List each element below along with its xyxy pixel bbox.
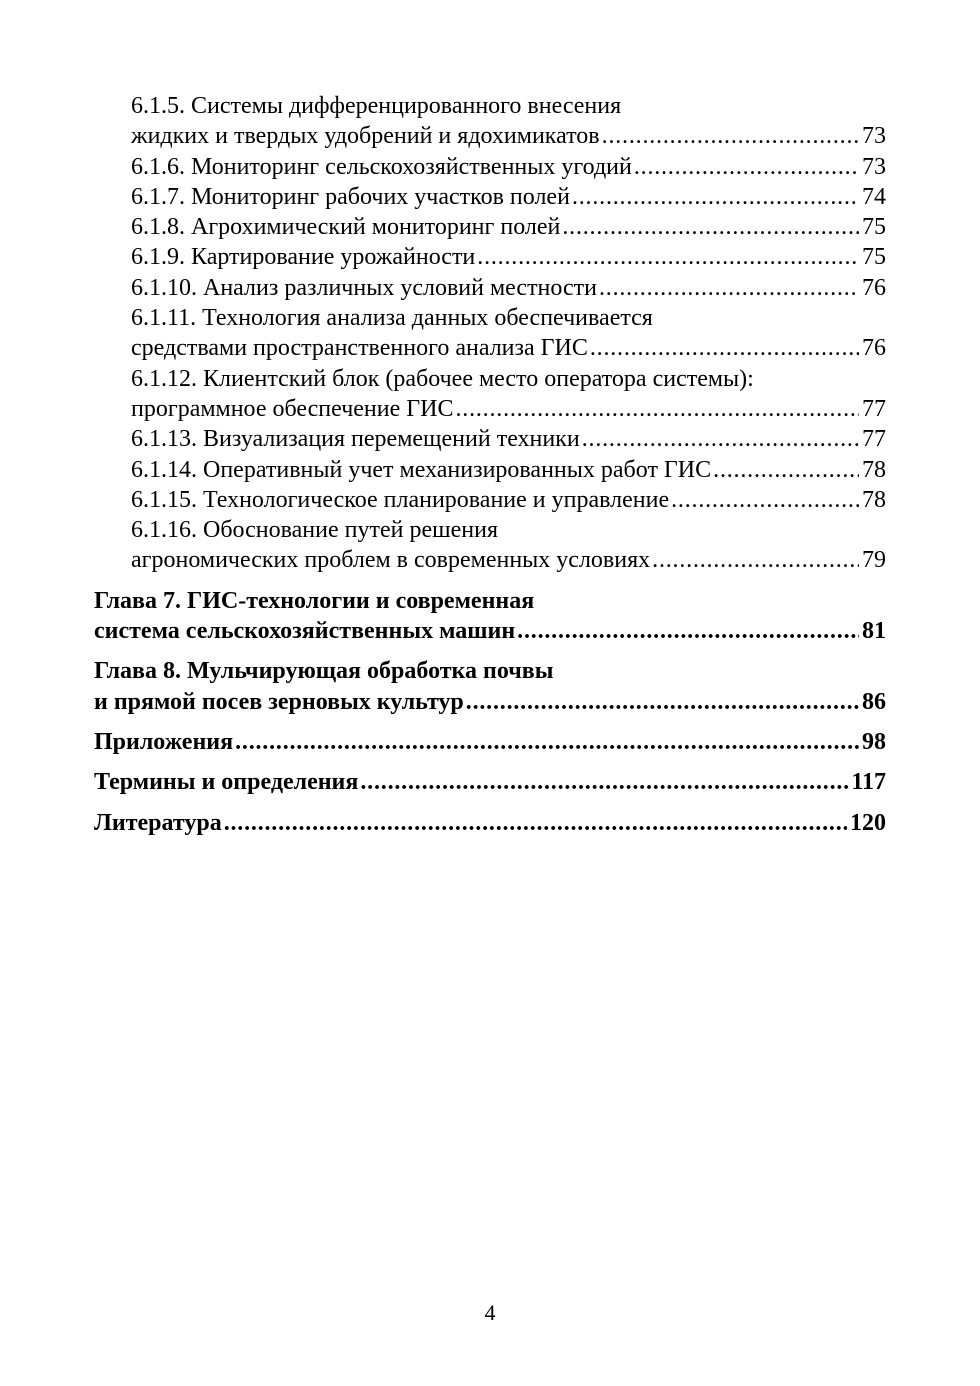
dot-leader (360, 767, 848, 797)
toc-entry-title: жидких и твердых удобрений и ядохимикатов (131, 123, 600, 150)
toc-entry (94, 273, 886, 303)
dot-leader (224, 808, 847, 838)
dot-leader (634, 152, 859, 182)
toc-entry (94, 364, 886, 425)
toc-entry-title: Глава 8. Мульчирующая обработка почвы (94, 658, 554, 685)
toc-entry-title: 6.1.14. Оперативный учет механизированных работ ГИС (131, 456, 712, 483)
toc-entry (94, 424, 886, 454)
table-of-contents (94, 91, 886, 838)
toc-page-number: 79 (862, 547, 886, 574)
dot-leader (517, 616, 859, 646)
page-number: 4 (484, 1300, 496, 1325)
dot-leader (671, 485, 859, 515)
toc-entry-title: Глава 7. ГИС-технологии и современная (94, 587, 535, 614)
toc-entry (94, 182, 886, 212)
dot-leader (466, 687, 859, 717)
toc-chapter-entry (94, 767, 886, 797)
toc-page-number: 73 (862, 153, 886, 180)
dot-leader (590, 333, 859, 363)
toc-page-number: 77 (862, 395, 886, 422)
toc-entry-title: 6.1.13. Визуализация перемещений техники (131, 426, 580, 453)
toc-page-number: 76 (862, 274, 886, 301)
dot-leader (562, 212, 859, 242)
toc-entry-title: 6.1.6. Мониторинг сельскохозяйственных угодий (131, 153, 632, 180)
toc-entry-title: система сельскохозяйственных машин (94, 618, 516, 645)
toc-page-number: 75 (862, 244, 886, 271)
toc-page-number: 86 (862, 688, 886, 715)
toc-page-number: 78 (862, 486, 886, 513)
toc-page-number: 77 (862, 426, 886, 453)
toc-entry-title: 6.1.11. Технология анализа данных обеспечивается (131, 305, 653, 332)
toc-page-number: 117 (851, 769, 886, 796)
dot-leader (235, 727, 859, 757)
toc-entry-title: 6.1.9. Картирование урожайности (131, 244, 476, 271)
dot-leader (572, 182, 859, 212)
toc-entry (94, 212, 886, 242)
toc-entry-title: 6.1.12. Клиентский блок (рабочее место оператора системы): (131, 365, 754, 392)
dot-leader (477, 242, 859, 272)
toc-chapter-entry (94, 586, 886, 647)
toc-entry (94, 485, 886, 515)
toc-entry-title: 6.1.10. Анализ различных условий местности (131, 274, 597, 301)
toc-page-number: 120 (850, 809, 886, 836)
toc-page-number: 73 (862, 123, 886, 150)
toc-entry-title: Литература (94, 809, 222, 836)
toc-page-number: 76 (862, 335, 886, 362)
dot-leader (455, 394, 859, 424)
toc-entry-title: Термины и определения (94, 769, 359, 796)
toc-entry-title: и прямой посев зерновых культур (94, 688, 464, 715)
toc-chapter-entry (94, 808, 886, 838)
dot-leader (713, 455, 859, 485)
dot-leader (599, 273, 859, 303)
toc-page-number: 74 (862, 183, 886, 210)
toc-entry-title: программное обеспечение ГИС (131, 395, 454, 422)
toc-entry (94, 303, 886, 364)
dot-leader (582, 424, 859, 454)
toc-entry (94, 91, 886, 152)
toc-page-number: 81 (862, 618, 886, 645)
toc-entry-title: агрономических проблем в современных условиях (131, 547, 651, 574)
toc-entry-title: Приложения (94, 728, 234, 755)
dot-leader (602, 121, 859, 151)
toc-chapter-entry (94, 727, 886, 757)
toc-entry-title: средствами пространственного анализа ГИС (131, 335, 588, 362)
toc-chapter-entry (94, 656, 886, 717)
toc-entry (94, 455, 886, 485)
toc-page-number: 75 (862, 214, 886, 241)
toc-entry-title: 6.1.8. Агрохимический мониторинг полей (131, 214, 561, 241)
dot-leader (652, 545, 859, 575)
toc-entry-title: 6.1.7. Мониторинг рабочих участков полей (131, 183, 570, 210)
toc-entry-title: 6.1.16. Обоснование путей решения (131, 517, 498, 544)
toc-entry-title: 6.1.5. Системы дифференцированного внесения (131, 93, 622, 119)
toc-page-number: 98 (862, 728, 886, 755)
toc-entry (94, 152, 886, 182)
toc-entry (94, 242, 886, 272)
toc-entry (94, 515, 886, 576)
toc-page-number: 78 (862, 456, 886, 483)
toc-entry-title: 6.1.15. Технологическое планирование и управление (131, 486, 670, 513)
